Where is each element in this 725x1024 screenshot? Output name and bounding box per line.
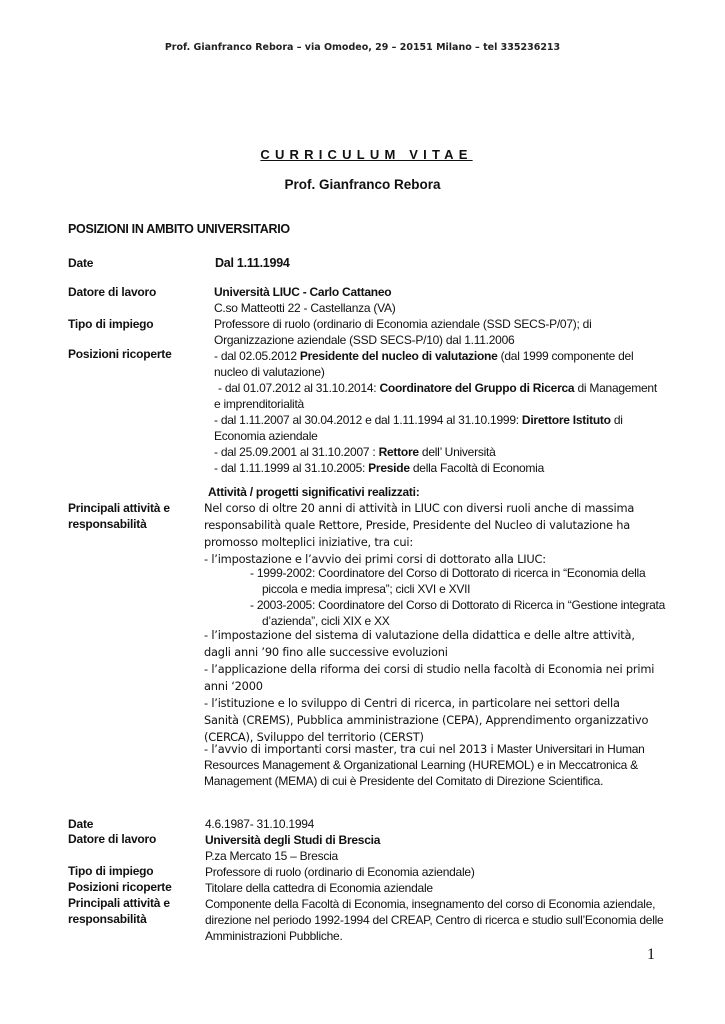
master-line3: Management (MEMA) di cui è Presidente del Comitato di Direzione Scientifica. bbox=[204, 774, 604, 788]
activity-line: anni ‘2000 bbox=[204, 679, 263, 693]
position-4: - dal 25.09.2001 al 31.10.2007 : Rettore dell’ Università bbox=[214, 445, 496, 459]
employer-address-2: P.za Mercato 15 – Brescia bbox=[205, 849, 338, 863]
job-type-line1: Professore di ruolo (ordinario di Economia aziendale (SSD SECS-P/07); di bbox=[214, 317, 592, 331]
positions-value-2: Titolare della cattedra di Economia aziendale bbox=[205, 881, 433, 895]
position-1-cont: nucleo di valutazione) bbox=[214, 365, 325, 379]
activity-line: dagli anni ’90 fino alle successive evoluzioni bbox=[204, 645, 448, 659]
employer-address: C.so Matteotti 22 - Castellanza (VA) bbox=[214, 301, 396, 315]
section-heading: POSIZIONI IN AMBITO UNIVERSITARIO bbox=[68, 222, 290, 236]
job-type-value-2: Professore di ruolo (ordinario di Economia aziendale) bbox=[205, 865, 475, 879]
activities-line-2a: Componente della Facoltà di Economia, insegnamento del corso di Economia aziendale, bbox=[205, 897, 656, 911]
positions-label: Posizioni ricoperte bbox=[68, 347, 172, 361]
position-5: - dal 1.11.1999 al 31.10.2005: Preside della Facoltà di Economia bbox=[214, 461, 545, 475]
block2-values bbox=[205, 816, 664, 944]
position-2: - dal 01.07.2012 al 31.10.2014: Coordinatore del Gruppo di Ricerca di Management bbox=[218, 381, 657, 395]
doctorate-1-line2: piccola e media impresa”; cicli XVI e XVII bbox=[262, 582, 471, 596]
date-value: Dal 1.11.1994 bbox=[215, 256, 290, 270]
date-label-2: Date bbox=[68, 817, 94, 831]
activity-line: - l’impostazione del sistema di valutazione della didattica e delle altre attività, bbox=[204, 628, 635, 642]
activities-text-1 bbox=[204, 500, 654, 568]
activities-line-2c: Amministrazioni Pubbliche. bbox=[205, 929, 343, 943]
positions-label-2: Posizioni ricoperte bbox=[68, 880, 172, 894]
doctorate-2-line2: d’azienda”, cicli XIX e XX bbox=[262, 614, 390, 628]
position-2-cont: e imprenditorialità bbox=[214, 397, 304, 411]
activities-line-2b: direzione nel periodo 1992-1994 del CREAP, Centro di ricerca e studio sull’Economia delle bbox=[205, 913, 664, 927]
activity-line: Nel corso di oltre 20 anni di attività in LIUC con diversi ruoli anche di massima bbox=[204, 501, 635, 515]
employer-label-2: Datore di lavoro bbox=[68, 832, 157, 846]
job-type-label-2: Tipo di impiego bbox=[68, 864, 154, 878]
activity-line: - l’impostazione e l’avvio dei primi corsi di dottorato alla LIUC: bbox=[204, 552, 546, 566]
employer-label: Datore di lavoro bbox=[68, 285, 157, 299]
position-1: - dal 02.05.2012 Presidente del nucleo di valutazione (dal 1999 componente del bbox=[214, 349, 634, 363]
doctorate-1-line1: - 1999-2002: Coordinatore del Corso di Dottorato di ricerca in “Economia della bbox=[250, 566, 646, 580]
master-line2: Resources Management & Organizational Learning (HUREMOL) e in Meccatronica & bbox=[204, 758, 638, 772]
doctorate-2-line1: - 2003-2005: Coordinatore del Corso di Dottorato di Ricerca in “Gestione integrata bbox=[250, 598, 666, 612]
activity-line: (CERCA), Sviluppo del territorio (CERST) bbox=[204, 730, 424, 744]
employer-name-2: Università degli Studi di Brescia bbox=[205, 833, 381, 847]
activity-line: promosso molteplici iniziative, tra cui: bbox=[204, 535, 413, 549]
employer-block bbox=[214, 284, 664, 476]
author-name: Prof. Gianfranco Rebora bbox=[284, 177, 441, 192]
job-type-line2: Organizzazione aziendale (SSD SECS-P/10) dal 1.11.2006 bbox=[214, 333, 515, 347]
position-3-cont: Economia aziendale bbox=[214, 429, 318, 443]
activity-line: - l’istituzione e lo sviluppo di Centri di ricerca, in particolare nei settori della bbox=[204, 696, 620, 710]
activity-line: Sanità (CREMS), Pubblica amministrazione (CEPA), Apprendimento organizzativo bbox=[204, 713, 649, 727]
job-type-label: Tipo di impiego bbox=[68, 317, 154, 331]
activities-label: Principali attività e responsabilità bbox=[68, 501, 170, 531]
master-line1: - l’avvio di importanti corsi master, tra cui nel 2013 i Master Universitari in Human bbox=[204, 742, 645, 756]
activities-text-2 bbox=[204, 627, 654, 746]
employer-name: Università LIUC - Carlo Cattaneo bbox=[214, 285, 392, 299]
activity-line: - l’applicazione della riforma dei corsi di studio nella facoltà di Economia nei primi bbox=[204, 662, 655, 676]
date-label: Date bbox=[68, 256, 94, 270]
page-header: Prof. Gianfranco Rebora – via Omodeo, 29 – 20151 Milano – tel 335236213 bbox=[164, 42, 561, 53]
document-title: CURRICULUM VITAE bbox=[260, 147, 473, 162]
activity-line: responsabilità quale Rettore, Preside, Presidente del Nucleo di valutazione ha bbox=[204, 518, 631, 532]
date-value-2: 4.6.1987- 31.10.1994 bbox=[205, 817, 315, 831]
master-text bbox=[204, 741, 654, 789]
activities-label-2: Principali attività e responsabilità bbox=[68, 896, 170, 926]
activities-heading: Attività / progetti significativi realizzati: bbox=[208, 485, 420, 499]
position-3: - dal 1.11.2007 al 30.04.2012 e dal 1.11.1994 al 31.10.1999: Direttore Istituto di bbox=[214, 413, 623, 427]
page-number: 1 bbox=[647, 946, 655, 963]
doctorate-list bbox=[212, 565, 666, 629]
